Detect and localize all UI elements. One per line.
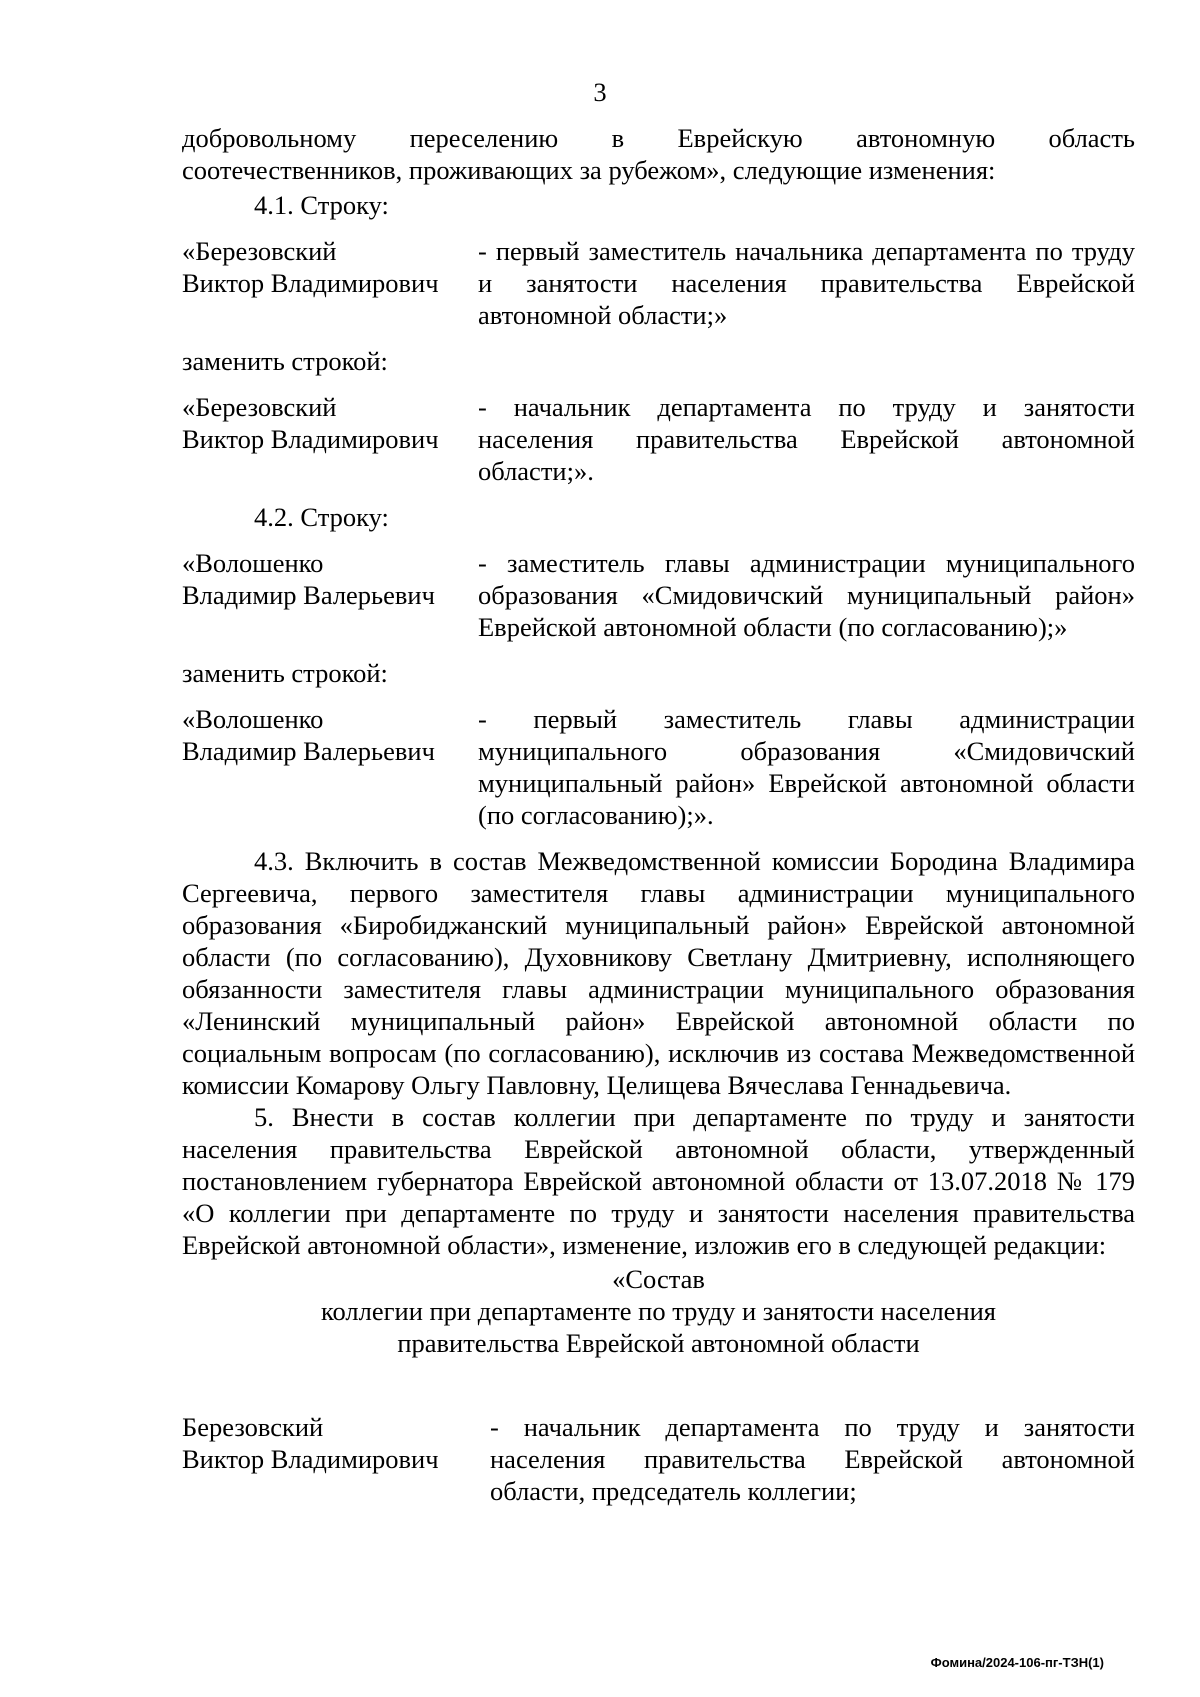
item-4-2-heading: 4.2. Строку: <box>254 502 389 532</box>
document-body <box>182 122 1135 1507</box>
board-title-line-2: коллегии при департаменте по труду и занятости населения <box>321 1296 996 1326</box>
page-number: 3 <box>593 77 607 107</box>
person-position: - начальник департамента по труду и занятости населения правительства Еврейской автономной области, председатель коллегии; <box>490 1412 1135 1506</box>
item-5-paragraph: 5. Внести в состав коллегии при департаменте по труду и занятости населения правительства Еврейской автономной области, утвержденный постановлением губернатора Еврейской автономной области от 13.07.2018 № 179 «О коллегии при департаменте по труду и занятости населения правительства Еврейской автономной области», изменение, изложив его в следующей редакции: <box>182 1102 1135 1260</box>
person-name: «Березовский Виктор Владимирович <box>182 236 439 298</box>
intro-line-2: соотечественников, проживающих за рубежом», следующие изменения: <box>182 155 996 185</box>
person-name: «Волошенко Владимир Валерьевич <box>182 704 435 766</box>
person-name: Березовский Виктор Владимирович <box>182 1412 439 1474</box>
item-4-1-new-row <box>182 391 1135 487</box>
item-4-1-replace-label: заменить строкой: <box>182 346 388 376</box>
person-name: «Волошенко Владимир Валерьевич <box>182 548 435 610</box>
item-4-2-replace-label: заменить строкой: <box>182 658 388 688</box>
board-title-line-1: «Состав <box>612 1264 705 1294</box>
board-composition-title <box>182 1263 1135 1359</box>
item-4-1-heading: 4.1. Строку: <box>254 190 389 220</box>
item-4-2-old-row <box>182 547 1135 643</box>
person-name: «Березовский Виктор Владимирович <box>182 392 439 454</box>
item-4-3-paragraph: 4.3. Включить в состав Межведомственной комиссии Бородина Владимира Сергеевича, первого заместителя главы администрации муниципального образования «Биробиджанский муниципальный район» Еврейской автономной области (по согласованию), Духовникову Светлану Дмитриевну, исполняющего обязанности заместителя главы администрации муниципального образования «Ленинский муниципальный район» Еврейской автономной области по социальным вопросам (по согласованию), исключив из состава Межведомственной комиссии Комарову Ольгу Павловну, Целищева Вячеслава Геннадьевича. <box>182 846 1135 1100</box>
person-position: - начальник департамента по труду и занятости населения правительства Еврейской автономной области;». <box>478 392 1135 486</box>
item-4-1-old-row <box>182 235 1135 331</box>
board-member-row <box>182 1411 1135 1507</box>
person-position: - первый заместитель главы администрации муниципального образования «Смидовичский муниципальный район» Еврейской автономной области (по согласованию);». <box>478 704 1135 830</box>
item-4-2-new-row <box>182 703 1135 831</box>
intro-line-1: добровольному переселению в Еврейскую автономную область <box>182 123 1135 153</box>
document-code-footer: Фомина/2024-106-пг-ТЗН(1) <box>930 1655 1104 1670</box>
person-position: - заместитель главы администрации муниципального образования «Смидовичский муниципальный район» Еврейской автономной области (по согласованию);» <box>478 548 1135 642</box>
person-position: - первый заместитель начальника департамента по труду и занятости населения правительства Еврейской автономной области;» <box>478 236 1135 330</box>
board-title-line-3: правительства Еврейской автономной области <box>397 1328 920 1358</box>
